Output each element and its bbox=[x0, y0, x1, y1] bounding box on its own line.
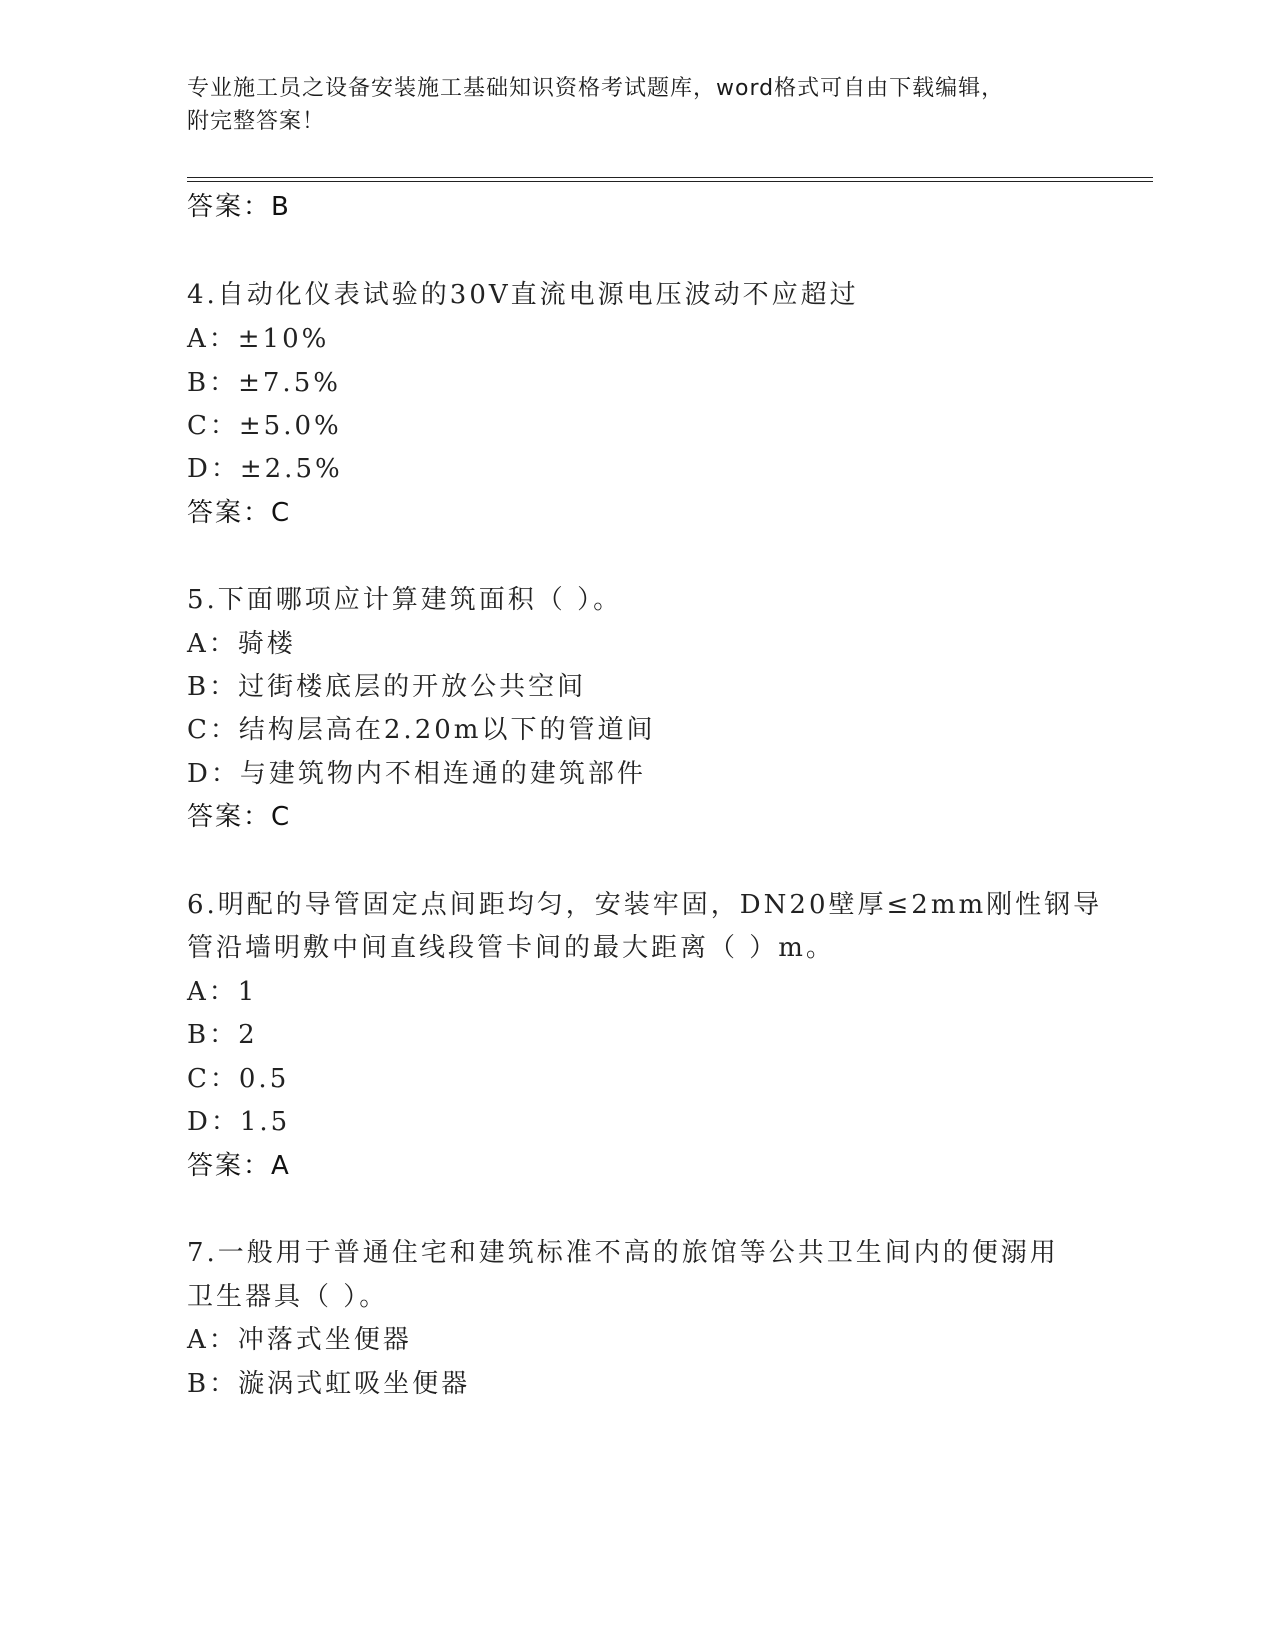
header-line-2: 附完整答案！ bbox=[187, 109, 326, 134]
question-5-option-b: B：过街楼底层的开放公共空间 bbox=[187, 672, 587, 702]
question-6-text-line-2: 管沿墙明敷中间直线段管卡间的最大距离（ ）m。 bbox=[187, 933, 835, 963]
question-7-option-a: A：冲落式坐便器 bbox=[187, 1325, 412, 1355]
question-6-text-line-1: 6.明配的导管固定点间距均匀，安装牢固，DN20壁厚≤2mm刚性钢导 bbox=[187, 890, 1103, 920]
question-5-option-a: A：骑楼 bbox=[187, 629, 296, 659]
question-5-answer: 答案：C bbox=[187, 802, 292, 832]
question-6-option-b: B：2 bbox=[187, 1020, 258, 1050]
header-line-1: 专业施工员之设备安装施工基础知识资格考试题库，word格式可自由下载编辑， bbox=[187, 76, 1005, 101]
question-5-option-d: D：与建筑物内不相连通的建筑部件 bbox=[187, 759, 646, 789]
document-header bbox=[187, 72, 1067, 138]
header-divider bbox=[187, 177, 1153, 182]
question-4-option-b: B：±7.5% bbox=[187, 368, 341, 398]
question-4-answer: 答案：C bbox=[187, 498, 292, 528]
question-4-option-c: C：±5.0% bbox=[187, 411, 342, 441]
question-7-text-line-1: 7.一般用于普通住宅和建筑标准不高的旅馆等公共卫生间内的便溺用 bbox=[187, 1238, 1059, 1268]
question-5-option-c: C：结构层高在2.20m以下的管道间 bbox=[187, 715, 656, 745]
question-7-option-b: B：漩涡式虹吸坐便器 bbox=[187, 1369, 471, 1399]
question-4-option-a: A：±10% bbox=[187, 324, 330, 354]
question-6-option-a: A：1 bbox=[187, 977, 258, 1007]
question-5-text: 5.下面哪项应计算建筑面积（ ）。 bbox=[187, 585, 623, 615]
question-4-option-d: D：±2.5% bbox=[187, 454, 343, 484]
question-4-text: 4.自动化仪表试验的30V直流电源电压波动不应超过 bbox=[187, 280, 859, 310]
previous-answer: 答案：B bbox=[187, 192, 291, 222]
question-6-option-c: C：0.5 bbox=[187, 1064, 290, 1094]
question-7-text-line-2: 卫生器具（ ）。 bbox=[187, 1282, 389, 1312]
question-6-option-d: D：1.5 bbox=[187, 1107, 291, 1137]
question-6-answer: 答案：A bbox=[187, 1151, 291, 1181]
